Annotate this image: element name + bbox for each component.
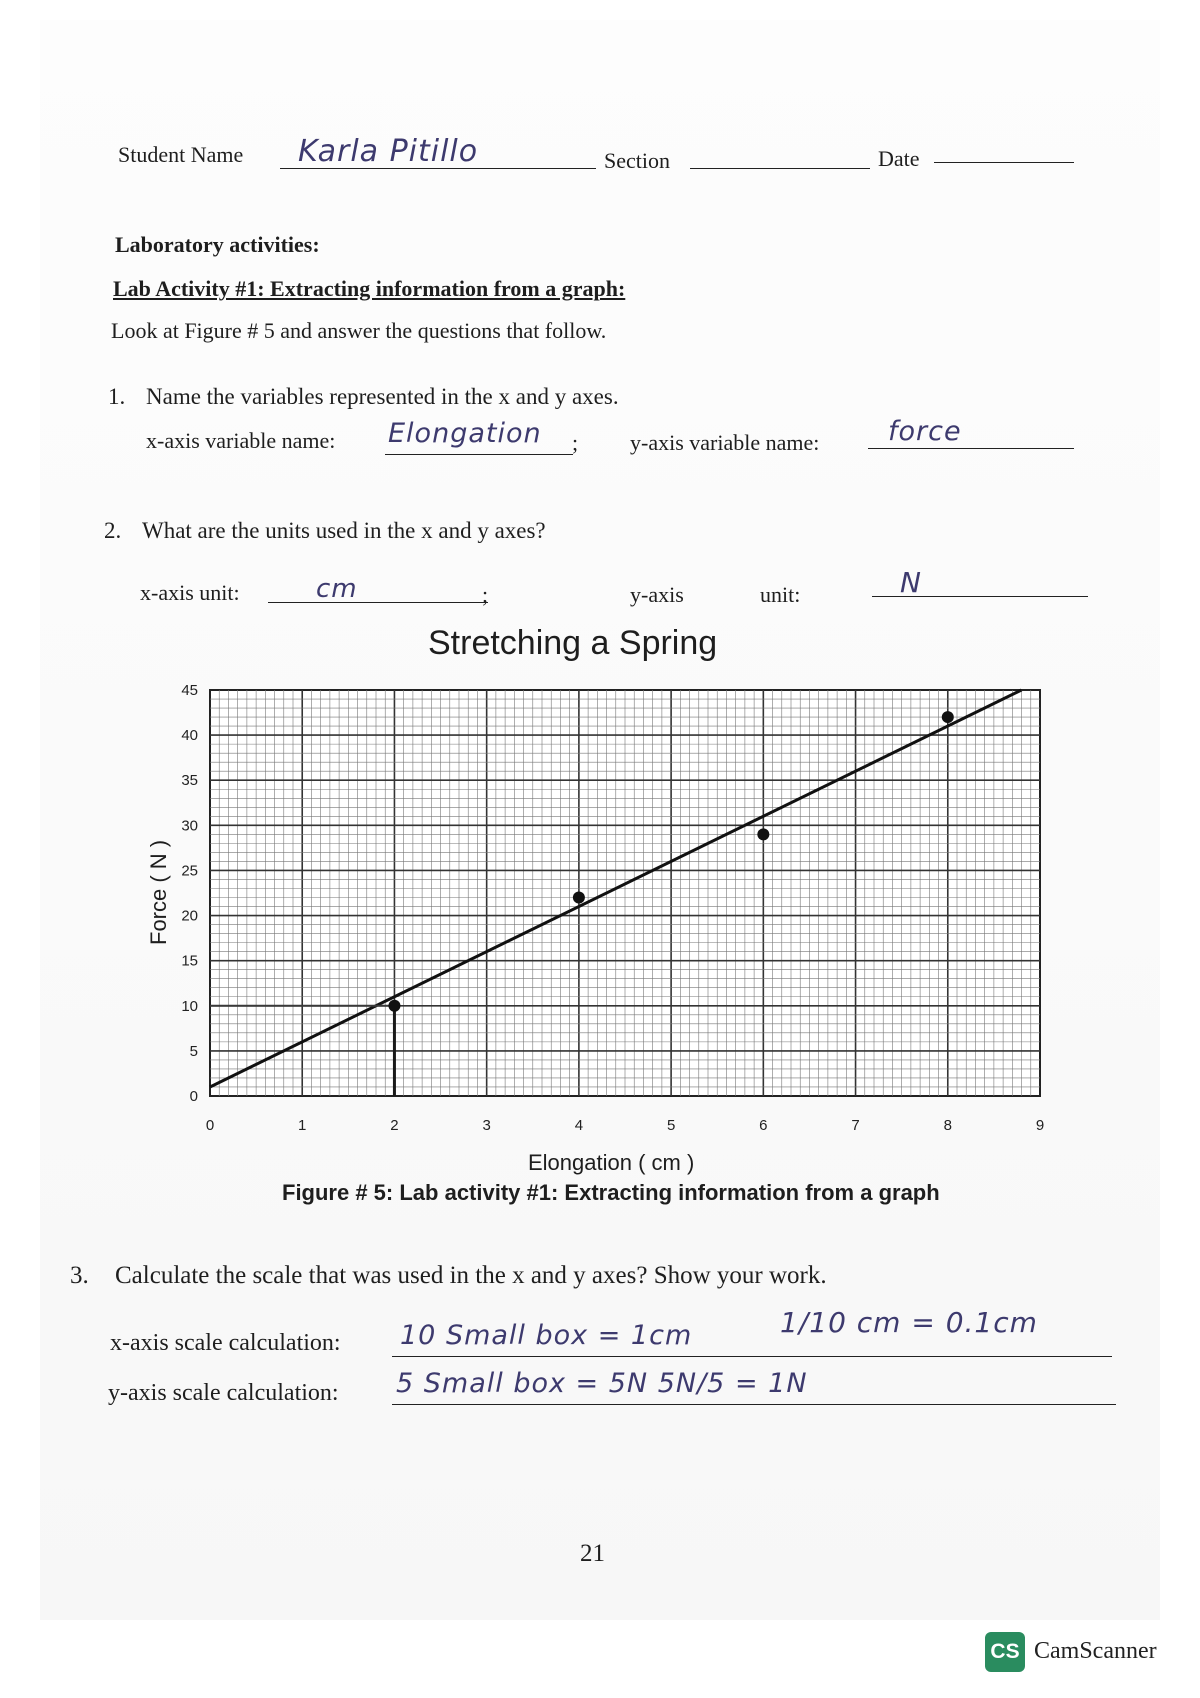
q1-separator: ; (572, 430, 579, 455)
q2-x-answer: cm (316, 574, 358, 604)
camscanner-logo-badge: CS (985, 1632, 1025, 1672)
x-tick-label: 2 (390, 1117, 399, 1134)
x-tick-label: 5 (666, 1117, 676, 1134)
y-tick-label: 15 (181, 952, 198, 970)
q2-x-label: x-axis unit: (140, 580, 240, 605)
q2-separator: ; (482, 582, 489, 607)
q3-x-label: x-axis scale calculation: (110, 1330, 341, 1356)
data-point (573, 892, 585, 904)
data-point (757, 828, 769, 840)
x-tick-label: 0 (205, 1117, 215, 1134)
data-point (388, 1000, 400, 1012)
camscanner-logo-text: CamScanner (1034, 1638, 1157, 1664)
q3-x-answer-b: 1/10 cm = 0.1cm (780, 1306, 1038, 1339)
q1-y-label: y-axis variable name: (630, 430, 820, 455)
q2-text: What are the units used in the x and y axes? (142, 518, 546, 543)
y-tick-label: 40 (181, 727, 198, 745)
x-tick-label: 6 (759, 1117, 768, 1134)
y-tick-label: 10 (181, 997, 198, 1015)
activity-heading: Lab Activity #1: Extracting information from a graph: (113, 276, 626, 301)
q2-y-label: y-axis (630, 582, 684, 607)
date-label: Date (878, 146, 920, 171)
data-point (942, 711, 954, 723)
q1-x-answer: Elongation (388, 418, 542, 449)
x-tick-label: 7 (851, 1117, 860, 1134)
chart-grid (210, 690, 1040, 1096)
q2-y-answer: N (900, 566, 922, 599)
q3-y-line (392, 1404, 1116, 1405)
y-tick-label: 5 (189, 1042, 198, 1060)
y-tick-label: 20 (181, 907, 198, 925)
section-label: Section (604, 148, 670, 173)
q3-x-answer-a: 10 Small box = 1cm (400, 1320, 693, 1351)
q2-y-unit-label: unit: (760, 582, 801, 607)
y-tick-label: 30 (181, 817, 198, 835)
student-name-value: Karla Pitillo (298, 134, 479, 169)
q1-x-label: x-axis variable name: (146, 428, 336, 453)
q3-y-answer: 5 Small box = 5N 5N/5 = 1N (396, 1368, 808, 1399)
x-axis-title: Elongation ( cm ) (528, 1150, 695, 1175)
y-axis-title: Force ( N ) (146, 839, 171, 945)
q2-number: 2. (104, 518, 122, 543)
y-tick-label: 45 (181, 682, 198, 699)
q3-y-label: y-axis scale calculation: (108, 1380, 339, 1406)
instruction-text: Look at Figure # 5 and answer the questions that follow. (111, 318, 607, 343)
q3-x-line (392, 1356, 1112, 1357)
q1-y-answer: force (888, 416, 962, 447)
student-name-label: Student Name (118, 142, 244, 167)
q3-text: Calculate the scale that was used in the x and y axes? Show your work. (115, 1262, 827, 1289)
x-tick-label: 1 (298, 1117, 307, 1134)
x-tick-label: 3 (482, 1117, 491, 1134)
lab-activities-title: Laboratory activities: (115, 232, 320, 257)
chart-title: Stretching a Spring (428, 624, 718, 662)
y-tick-label: 35 (181, 772, 198, 790)
q1-number: 1. (108, 384, 126, 409)
q3-number: 3. (70, 1262, 89, 1289)
page-number: 21 (580, 1540, 605, 1567)
x-tick-label: 9 (1035, 1117, 1045, 1134)
q1-text: Name the variables represented in the x and y axes. (146, 384, 619, 409)
y-tick-label: 0 (189, 1088, 198, 1105)
figure-caption: Figure # 5: Lab activity #1: Extracting information from a graph (282, 1180, 940, 1205)
x-tick-label: 4 (574, 1117, 584, 1134)
y-tick-label: 25 (181, 862, 198, 880)
x-tick-label: 8 (943, 1117, 952, 1134)
